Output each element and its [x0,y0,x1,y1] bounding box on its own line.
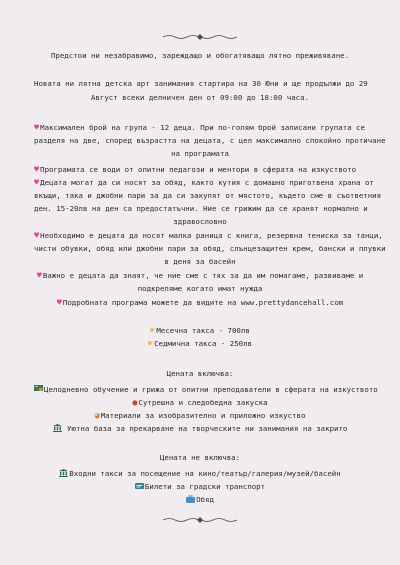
building-icon [53,424,62,432]
info-line: ♥Важно е децата да знаят, че ние сме с тях за да им помагаме, развиваме и [36,271,364,281]
pointing-hand-icon: ☛ [147,339,154,349]
included-item: Целодневно обучение и грижа от опитни преподаватели в сферата на изкуството [34,384,366,395]
heart-icon: ♥ [34,178,40,188]
included-item: Уютна база за прекарване на творческите ни занимания на закрито [34,423,366,434]
info-line: ♥Максимален брой на група - 12 деца. При по-голям брой записани групата се [34,123,365,133]
lunchbox-icon [186,495,195,503]
excluded-title: Цената не включва: [159,453,241,462]
bottom-ornament-divider [161,515,239,525]
monthly-fee: ☛Месечна такса - 700лв [150,326,250,336]
info-line: в деня за басейн [164,257,236,266]
info-line: подкрепяме когато имат нужда [137,284,263,293]
info-line: ♥Децата могат да си носят за обяд, както кутия с домашно приготвена храна от [34,178,374,188]
info-line: здравословно [173,217,227,226]
weekly-fee: ☛Седмична такса - 250лв [147,339,252,349]
info-line: разделя на две, според възрастта на децата, с цел максимално спокойно протичане [34,136,386,145]
info-line: чисти обувки, обяд или джобни пари за обяд, слънцезащитен крем, бански и плувки [34,244,386,253]
dates-line-2: Август всеки делничен ден от 09:00 до 18:00 часа. [90,93,310,102]
heart-icon: ♥ [34,165,40,175]
excluded-item: Входни такси за посещение на кино/театър/галерия/музей/басейн [34,468,366,479]
info-line: вкъщи, така и джобни пари за да си закупят от мястото, където сме в съответния [34,191,382,200]
included-item: ◕Материали за изобразително и приложно изкуство [94,411,306,421]
dates-line-1: Новата ни лятна детска арт занимания стартира на 30 Юни и ще продължи до 29 [34,79,368,88]
heart-icon: ♥ [56,298,62,308]
info-line: на програмата [171,149,229,158]
intro-text: Предстои ни незабравимо, зареждащо и обогатяващо лятно преживяване. [50,51,350,60]
heart-icon: ♥ [34,123,40,133]
heart-icon: ♥ [36,271,42,281]
excluded-item: Билети за градски транспорт [34,481,366,492]
ticket-icon [135,482,144,490]
included-title: Цената включва: [166,369,234,378]
heart-icon: ♥ [34,231,40,241]
info-line-website: ♥Подробната програма можете да видите на www.prettydancehall.com [56,298,344,308]
pointing-hand-icon: ☛ [150,326,156,336]
top-ornament-divider [161,32,239,42]
info-line: ден. 15-20лв на ден са предостатъчни. Ние се грижим да се хранят нормално и [34,204,368,213]
building-icon [59,469,68,477]
excluded-item: Обяд [34,494,366,505]
info-line: ♥Необходимо е децата да носят малка раница с книга, резервна тениска за танци, [34,231,383,241]
apple-icon: ● [132,398,138,408]
included-item: ●Сутрешна и следобедна закуска [132,398,268,408]
palette-icon: ◕ [94,411,100,421]
info-line: ♥Програмата се води от опитни педагози и ментори в сферата на изкуството [34,165,357,175]
teacher-icon [34,385,43,393]
